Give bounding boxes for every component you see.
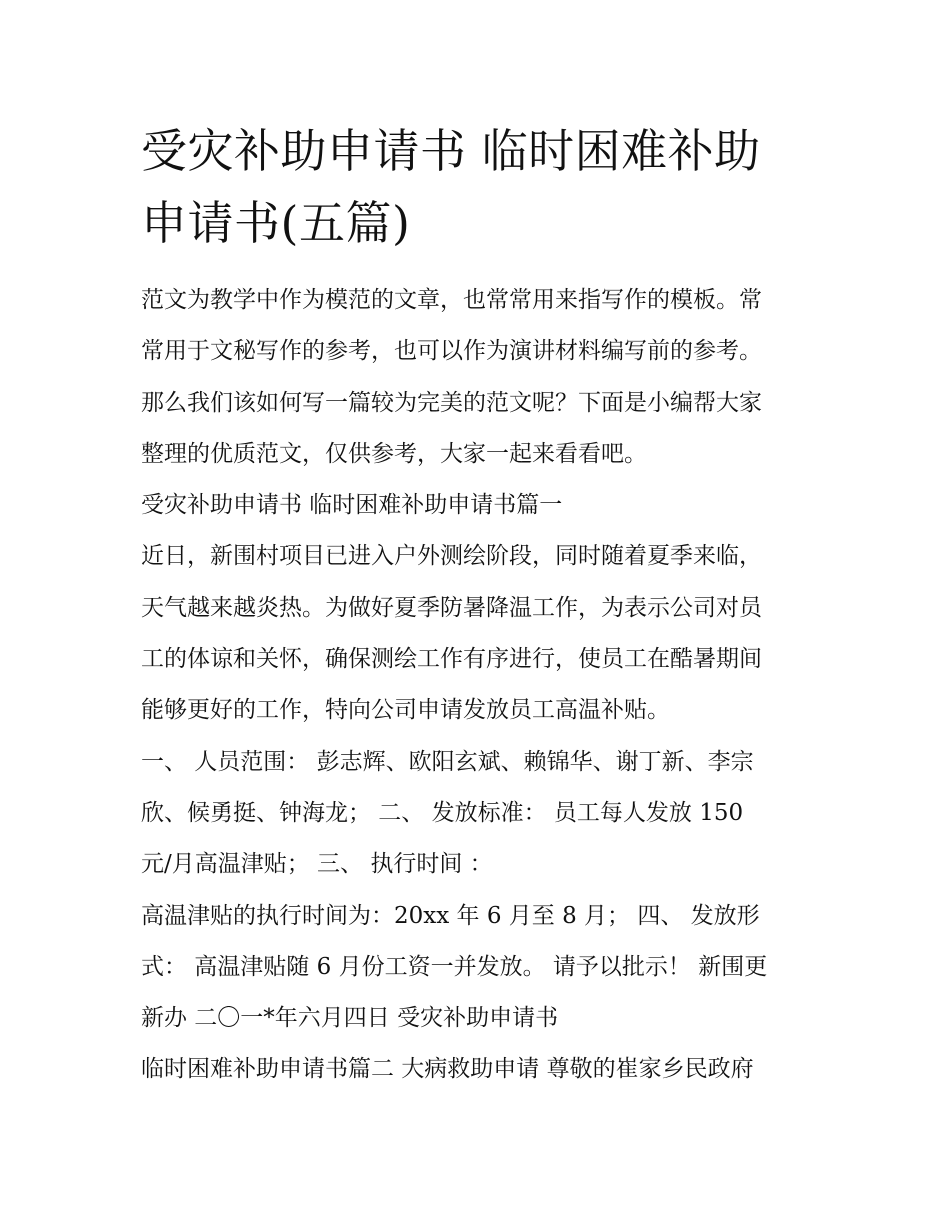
title-line-2: 申请书(五篇) <box>141 196 411 250</box>
body-line: 欣、候勇挺、钟海龙； 二、 发放标准： 员工每人发放 150 <box>141 799 744 826</box>
body-line: 天气越来越炎热。为做好夏季防暑降温工作，为表示公司对员 <box>141 594 762 621</box>
body-line: 式： 高温津贴随 6 月份工资一并发放。 请予以批示！ 新围更 <box>141 953 768 980</box>
section-heading-1: 受灾补助申请书 临时困难补助申请书篇一 <box>141 492 563 519</box>
document-body <box>141 278 821 1099</box>
body-line: 常用于文秘写作的参考，也可以作为演讲材料编写前的参考。 <box>141 338 762 365</box>
document-title <box>141 115 821 259</box>
body-line: 整理的优质范文，仅供参考，大家一起来看看吧。 <box>141 440 647 467</box>
body-line: 元/月高温津贴； 三、 执行时间 ： <box>141 851 493 878</box>
body-line: 临时困难补助申请书篇二 大病救助申请 尊敬的崔家乡民政府 <box>141 1056 754 1083</box>
title-line-1: 受灾补助申请书 临时困难补助 <box>141 124 761 178</box>
body-line: 范文为教学中作为模范的文章，也常常用来指写作的模板。常 <box>141 287 762 313</box>
body-line: 那么我们该如何写一篇较为完美的范文呢？下面是小编帮大家 <box>141 389 762 416</box>
body-line: 一、 人员范围： 彭志辉、欧阳玄斌、赖锦华、谢丁新、李宗 <box>141 748 754 775</box>
body-line: 工的体谅和关怀，确保测绘工作有序进行，使员工在酷暑期间 <box>141 646 762 673</box>
body-line: 高温津贴的执行时间为：20xx 年 6 月至 8 月； 四、 发放形 <box>141 902 760 929</box>
body-line: 近日，新围村项目已进入户外测绘阶段，同时随着夏季来临， <box>141 543 762 570</box>
body-line: 能够更好的工作，特向公司申请发放员工高温补贴。 <box>141 697 670 724</box>
body-line: 新办 二〇一*年六月四日 受灾补助申请书 <box>141 1005 559 1032</box>
